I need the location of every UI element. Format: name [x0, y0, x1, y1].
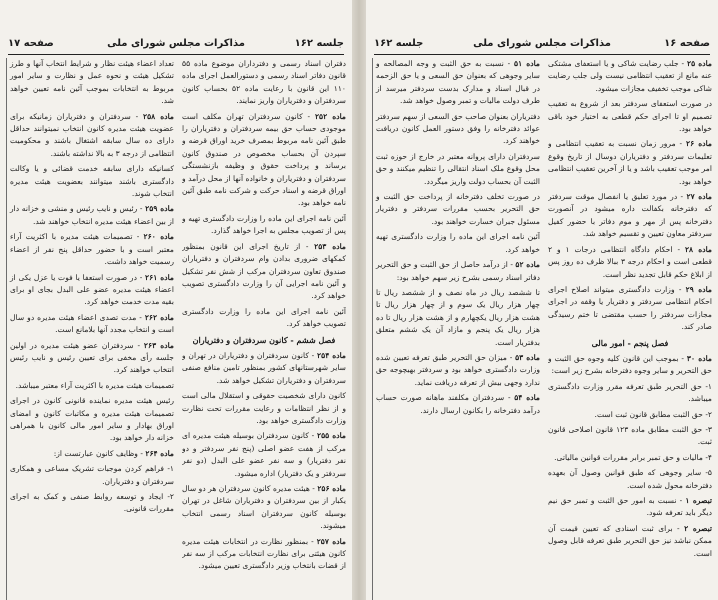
- article-paragraph: [376, 58, 540, 108]
- article-number: ماده ۲۶۴: [145, 448, 174, 458]
- article-text: کسانیکه دارای سابقه خدمت قضائی و یا وکالت دادگستری باشند میتوانند بعضویت هیئت مدیره انتخاب شوند.: [10, 164, 174, 199]
- article-text: - نسبت به امور حق الثبت و تمبر حق نیم دیگر باید تعرفه شود.: [548, 496, 712, 518]
- article-paragraph: [182, 430, 346, 480]
- article-paragraph: [548, 523, 712, 560]
- article-paragraph: [376, 191, 540, 228]
- article-text: - کانون سردفتران و دفتریاران: [192, 334, 294, 345]
- article-text: ۳- حق الثبت مطابق ماده ۱۲۳ قانون اصلاحی قانون ثبت.: [548, 424, 712, 447]
- article-text: - مرور زمان نسبت به تعقیب انتظامی و تعلیمات سردفتر و دفتریاران دوسال از تاریخ وقوع امر موجب تعقیب باشد و یا از آخرین تعقیب انتظامی خواهد بود.: [548, 139, 712, 186]
- article-text: دفتران اسناد رسمی و دفترداران موضوع ماده ۵۵ قانون دفاتر اسناد رسمی و دستورالعمل اجرای ماده ۱۱۰ این قانون با رعایت ماده ۵۲ بحساب کانون سردفتران و دفتریاران واریز نمایند.: [182, 59, 346, 106]
- article-number: ماده ۵۳: [515, 352, 540, 362]
- article-paragraph: [376, 259, 540, 284]
- running-title: مذاکرات مجلس شورای ملی: [107, 38, 245, 49]
- page-number: صفحه ۱۷: [8, 38, 54, 49]
- article-paragraph: [10, 58, 174, 108]
- article-number: ماده ۵۲: [515, 260, 540, 270]
- section-heading: [548, 337, 712, 349]
- article-paragraph: [548, 58, 712, 95]
- left-page: [0, 0, 352, 600]
- article-paragraph: [10, 491, 174, 516]
- article-text: در صورت استعفای سردفتر بعد از شروع به تعقیب تصمیم او تا اجرای حکم قطعی به اختیار خود باقی خواهد بود.: [548, 99, 712, 134]
- article-number: ماده ۵۱: [514, 59, 540, 68]
- article-number: ماده ۲۷: [686, 192, 712, 202]
- article-paragraph: [548, 381, 712, 406]
- article-number: ماده ۲۵۶: [317, 484, 346, 493]
- article-text: ۲- ایجاد و توسعه روابط صنفی و کمک به اجرای مقررات قانونی.: [10, 492, 174, 514]
- article-text: - کانون سردفتران بوسیله هیئت مدیره ای مرکب از هفت عضو اصلی (پنج نفر سردفتر و دو نفر دفتریار) و سه نفر عضو علی البدل (دو نفر سردفتر و یک دفتریار) اداره میشود.: [182, 431, 346, 478]
- article-number: ماده ۲۶۰: [143, 232, 174, 242]
- article-text: - احکام دادگاه انتظامی درجات ۱ و ۲ قطعی است و احکام درجه ۳ ببالا ظرف ده روز پس از ابلاغ حکم قابل تجدید نظر است.: [548, 244, 712, 279]
- article-text: - رئیس و نایب رئیس و منشی و خزانه دار از بین اعضاء هیئت مدیره انتخاب خواهند شد.: [10, 204, 174, 226]
- article-text: - سردفتران مکلفند ماهانه صورت حساب درآمد دفترخانه را بکانون ارسال دارند.: [376, 393, 540, 415]
- article-paragraph: [376, 352, 540, 389]
- article-paragraph: [10, 203, 174, 228]
- article-paragraph: [376, 151, 540, 188]
- article-text: آئین نامه اجرای این ماده را وزارت دادگستری تهیه خواهد کرد.: [376, 232, 540, 254]
- page-gutter: [352, 0, 366, 600]
- article-paragraph: [182, 536, 346, 573]
- article-paragraph: [10, 340, 174, 377]
- article-paragraph: [548, 424, 712, 449]
- article-text: - از درآمد حاصل از حق الثبت و حق التحریر دفاتر اسناد رسمی بشرح زیر سهم خواهد بود:: [376, 260, 540, 282]
- right-page: [366, 0, 718, 600]
- article-text: کانون دارای شخصیت حقوقی و استقلال مالی است و از نظر انتظامات و رعایت مقررات تحت نظارت وزارت دادگستری خواهد بود.: [182, 391, 346, 425]
- article-number: ماده ۲۶۲: [144, 312, 174, 322]
- article-number: ماده ۲۶: [686, 139, 712, 149]
- article-paragraph: [182, 350, 346, 387]
- article-paragraph: [548, 409, 712, 421]
- article-text: تصمیمات هیئت مدیره با اکثریت آراء معتبر میباشد.: [15, 380, 174, 390]
- article-text: - سردفتران عضو هیئت مدیره در اولین جلسه رأی مخفی برای تعیین رئیس و نایب رئیس انتخاب خواهند کرد.: [10, 340, 174, 375]
- article-number: ماده ۵۴: [514, 393, 540, 403]
- article-text: - نسبت به حق الثبت و وجه المصالحه و سایر وجوهی که بعنوان حق السعی و یا حق الزحمه در قبال اسناد و مدارک بدست سردفتر میرسد از طرف دولت مالیات و تمبر وصول خواهد شد.: [376, 59, 540, 106]
- article-text: - امور مالی: [591, 337, 631, 348]
- article-paragraph: [376, 392, 540, 417]
- right-page-right-column: [548, 58, 712, 600]
- article-number: ماده ۲۵۳: [314, 241, 346, 251]
- right-page-header: [374, 38, 710, 55]
- article-paragraph: [182, 58, 346, 108]
- article-number: ماده ۲۹: [685, 284, 712, 294]
- article-number: ماده ۲۸: [684, 244, 712, 254]
- article-text: - در مورد تعلیق یا انفصال موقت سردفتر که دفترخانه بکفالت داره میشود در آنصورت دفترخانه پس از مهر و موم دفاتر با حضور کفیل سردفتر معاون تعیین و تقسیم خواهد شد.: [548, 192, 712, 239]
- article-number: فصل ششم: [296, 334, 336, 345]
- article-paragraph: [10, 448, 174, 460]
- article-paragraph: [10, 380, 174, 392]
- article-number: فصل پنجم: [633, 337, 669, 348]
- article-paragraph: [182, 390, 346, 427]
- article-paragraph: [10, 111, 174, 161]
- article-paragraph: [10, 463, 174, 488]
- article-paragraph: [182, 213, 346, 238]
- article-paragraph: [548, 244, 712, 281]
- article-text: - بمنظور نظارت در انتخابات هیئت مدیره کانون هیئتی برای نظارت انتخابات مرکب از سه نفر از قضات بانتخاب وزیر دادگستری تعیین میشود.: [182, 536, 346, 571]
- article-text: در صورت تخلف دفترخانه از پرداخت حق الثبت و حق التحریر بحسب مقررات سردفتر و دفتریار مسئول جبران خسارت خواهند بود.: [376, 192, 540, 226]
- article-number: ماده ۲۵۷: [316, 536, 346, 546]
- article-text: - تصمیمات هیئت مدیره با اکثریت آراء معتبر است و با حضور حداقل پنج نفر از اعضاء رسمیت خواهد داشت.: [10, 232, 174, 267]
- article-text: آئین نامه اجرای این ماده را وزارت دادگستری تصویب خواهد کرد.: [182, 306, 346, 329]
- left-page-right-column: [182, 58, 346, 600]
- session-number: جلسه ۱۶۲: [374, 38, 424, 49]
- article-paragraph: [548, 284, 712, 334]
- article-text: ۴- مالیات و حق تمبر برابر مقررات قوانین مالیاتی.: [554, 452, 712, 462]
- article-text: - کانون سردفتران و دفتریاران در تهران و سایر شهرستانهای کشور بمنظور تامین منافع صنفی سردفتران و دفتریاران تشکیل خواهد شد.: [182, 350, 346, 385]
- article-number: تبصره ۱: [685, 496, 712, 505]
- article-paragraph: [548, 191, 712, 241]
- left-page-left-column: [6, 58, 174, 600]
- article-text: - کانون سردفتران تهران مکلف است موجودی حساب حق بیمه سردفتران و دفتریاران را طبق آئین نامه مربوط بمصرف خرید اوراق قرضه و سپردن آن بحساب مخصوص در صندوق کانون برساند و پرداخت حقوق و وظیفه بازنشستگی سردفتران و دفتریاران و خانواده آنها از محل درآمد و اوراق قرضه و اسناد حرکت و شرکت نامه طبق آئین نامه خواهد بود.: [182, 111, 346, 208]
- article-text: دفتریاران بعنوان صاحب حق السعی از سهم سردفتر عوائد دفترخانه را وفق دستور العمل کانون دریافت خواهند کرد.: [376, 111, 540, 146]
- article-text: آئین نامه اجرای این ماده را وزارت دادگستری تهیه و پس از تصویب مجلس به اجرا خواهد گذارد.: [182, 213, 346, 236]
- right-page-left-column: [372, 58, 540, 600]
- article-number: ماده ۲۶۳: [143, 340, 174, 350]
- article-paragraph: [10, 231, 174, 268]
- article-paragraph: [548, 467, 712, 492]
- article-text: سردفتران دارای پروانه معتبر در خارج از حوزه ثبت محل وقوع ملک اسناد انتقالی را تنظیم میکنند و حق الثبت آن بحساب دولت واریز میگردد.: [376, 151, 540, 186]
- article-text: - برای ثبت اسنادی که تعیین قیمت آن ممکن نباشد نیز حق التحریر طبق تعرفه قابل وصول است.: [548, 523, 712, 558]
- running-title: مذاکرات مجلس شورای ملی: [473, 38, 611, 49]
- article-paragraph: [548, 138, 712, 188]
- article-paragraph: [548, 353, 712, 378]
- session-number: جلسه ۱۶۲: [294, 38, 344, 49]
- article-text: - وظایف کانون عبارتست از:: [53, 448, 143, 458]
- article-text: - وزارت دادگستری میتواند اصلاح اجرای احکام انتظامی سردفتر و دفتریار یا وقفه در اجرای مجازات سردفتر را حسب مقتضی تا ختم رسیدگی صادر کند.: [548, 284, 712, 332]
- article-paragraph: [10, 272, 174, 309]
- section-heading: [182, 334, 346, 346]
- article-number: ماده ۲۵۹: [145, 204, 174, 214]
- article-paragraph: [182, 111, 346, 210]
- article-paragraph: [548, 452, 712, 464]
- article-paragraph: [376, 111, 540, 148]
- article-paragraph: [182, 483, 346, 533]
- page-number: صفحه ۱۶: [664, 38, 710, 49]
- article-text: - میزان حق التحریر طبق تعرفه تعیین شده وزارت دادگستری خواهد بود و سردفتر بهیچوجه حق ندارد وجهی بیش از تعرفه دریافت نماید.: [376, 352, 540, 387]
- article-text: - بموجب این قانون کلیه وجوه حق الثبت و حق التحریر و سایر وجوه دفترخانه بشرح زیر است:: [548, 353, 712, 376]
- article-paragraph: [10, 395, 174, 445]
- article-text: - از تاریخ اجرای این قانون بمنظور کمکهای ضروری بدادن وام سردفتران و دفتریاران صندوق تعاون سردفتران مرکب از شش نفر تشکیل و آئین نامه اجرایی آن را وزارت دادگستری تصویب خواهد کرد.: [182, 241, 346, 301]
- article-number: ماده ۲۵: [686, 59, 712, 68]
- article-number: ماده ۲۵۴: [317, 350, 346, 360]
- article-paragraph: [182, 306, 346, 331]
- article-text: ۱- حق التحریر طبق تعرفه مقرر وزارت دادگستری میباشد.: [548, 381, 712, 404]
- article-paragraph: [10, 312, 174, 337]
- article-text: - سردفتران و دفتریاران زمانیکه برای عضویت هیئت مدیره کانون انتخاب نمیتوانند حداقل دارای ده سال سابقه اشتغال باشند و محکومیت انتظامی از درجه ۳ به بالا نداشته باشند.: [10, 111, 174, 158]
- article-paragraph: [376, 287, 540, 349]
- article-paragraph: [548, 495, 712, 520]
- article-text: تعداد اعضاء هیئت نظار و شرایط انتخاب آنها و طرز تشکیل هیئت و نحوه عمل و نظارت و سایر امور مربوط به انتخابات بموجب آئین نامه تعیین خواهد شد.: [10, 59, 174, 106]
- article-text: - در صورت استعفا یا فوت یا عزل یکی از اعضاء هیئت مدیره عضو علی البدل بجای او برای بقیه مدت خدمت خواهد کرد.: [10, 272, 174, 307]
- article-text: ۲- حق الثبت مطابق قانون ثبت است.: [594, 409, 712, 419]
- article-text: تا ششصد ریال در ماه نصف و از ششصد ریال تا چهار هزار ریال یک سوم و از چهار هزار ریال تا هشت هزار ریال یکچهارم و از هشت هزار ریال تا ده هزار ریال یک پنجم و مازاد آن یک ششم متعلق بدفتریار است.: [376, 287, 540, 347]
- article-number: ماده ۲۵۸: [142, 111, 174, 121]
- article-paragraph: [548, 98, 712, 135]
- article-text: - مدت تصدی اعضاء هیئت مدیره دو سال است و انتخاب مجدد آنها بلامانع است.: [10, 312, 174, 335]
- article-number: ماده ۳۰: [686, 353, 712, 363]
- article-text: رئیس هیئت مدیره نماینده قانونی کانون در اجرای تصمیمات هیئت مدیره و مکاتبات کانون و امضای اوراق بهادار و سایر امور مالی کانون با همراهی خزانه دار خواهد بود.: [10, 396, 174, 443]
- article-number: ماده ۲۵۵: [316, 431, 346, 441]
- article-number: تبصره ۲: [684, 523, 712, 533]
- article-paragraph: [182, 241, 346, 303]
- article-paragraph: [376, 231, 540, 256]
- article-text: - جلب رضایت شاکی و یا استعفای مشتکی عنه مانع از تعقیب انتظامی نیست ولی جلب رضایت شاکی موجب تخفیف مجازات میشود.: [548, 59, 712, 93]
- left-page-header: [8, 38, 344, 55]
- article-text: - هیئت مدیره کانون سردفتران هر دو سال یکبار از بین سردفتران و دفتریاران شاغل در تهران بوسیله کانون سردفتران اسناد رسمی انتخاب میشوند.: [182, 484, 346, 531]
- article-text: ۱- فراهم کردن موجبات تشریک مساعی و همکاری سردفتران و دفتریاران.: [10, 464, 174, 486]
- article-paragraph: [10, 163, 174, 200]
- article-text: ۵- سایر وجوهی که طبق قوانین وصول آن بعهده دفترخانه محول شده است.: [548, 468, 712, 490]
- article-number: ماده ۲۶۱: [145, 272, 174, 282]
- article-number: ماده ۲۵۲: [314, 111, 346, 121]
